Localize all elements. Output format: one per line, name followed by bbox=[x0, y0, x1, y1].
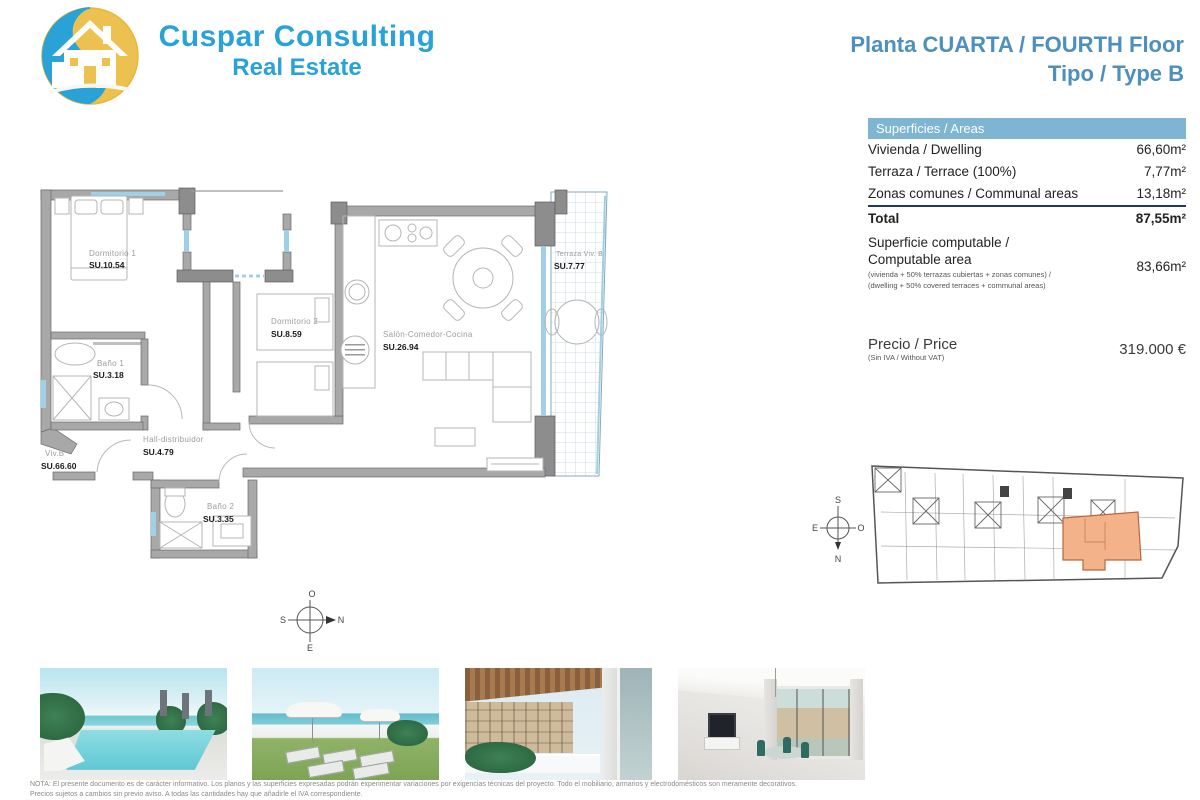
computable-label: Computable area bbox=[868, 252, 972, 267]
area-label: Zonas comunes / Communal areas bbox=[868, 186, 1079, 201]
room-label: Baño 1 bbox=[97, 359, 125, 368]
area-row-total bbox=[868, 205, 1186, 231]
computable-label: Superficie computable / bbox=[868, 235, 1010, 250]
sp-compass-top: S bbox=[834, 495, 842, 505]
siteplan-compass-icon bbox=[812, 495, 865, 564]
compass-right: N bbox=[337, 615, 345, 625]
company-logo-icon bbox=[38, 6, 142, 106]
photo-terrace bbox=[252, 668, 439, 780]
computable-note: (vivienda + 50% terrazas cubiertas + zonas comunes) / bbox=[868, 270, 1052, 279]
compass-left: S bbox=[279, 615, 287, 625]
room-label: Hall-distribuidor bbox=[143, 435, 204, 444]
areas-header: Superficies / Areas bbox=[868, 118, 1186, 139]
compass-bottom: E bbox=[306, 643, 314, 652]
disclaimer-line1: NOTA: El presente documento es de carácter informativo. Los planos y las superficies expresadas podrán experimentar variaciones por exigencias técnicas del proyecto. Todo el mobiliario, armarios y electrodomésticos son meramente decorativos. bbox=[30, 781, 798, 788]
room-area: SU.10.54 bbox=[89, 260, 125, 270]
total-value: 87,55m² bbox=[1135, 211, 1186, 226]
room-label: Dormitorio 1 bbox=[89, 249, 137, 258]
computable-value: 83,66m² bbox=[1136, 258, 1186, 274]
brand-text bbox=[152, 20, 442, 82]
area-row-communal bbox=[868, 183, 1186, 205]
room-area: SU.3.35 bbox=[203, 514, 234, 524]
price-label: Precio / Price bbox=[868, 336, 958, 353]
photo-living bbox=[678, 668, 865, 780]
disclaimer bbox=[30, 780, 1180, 800]
compass-rose-icon bbox=[276, 588, 346, 652]
brand-name: Cuspar Consulting bbox=[158, 20, 436, 53]
disclaimer-line2: Precios sujetos a cambios sin previo aviso. A todas las cantidades hay que añadirle el IVA correspondiente. bbox=[30, 791, 363, 798]
area-row-dwelling bbox=[868, 139, 1186, 161]
site-plan bbox=[795, 450, 1195, 595]
title-type: Tipo / Type B bbox=[1047, 61, 1184, 86]
area-value: 13,18m² bbox=[1136, 186, 1186, 201]
computable-area-block bbox=[868, 234, 1186, 290]
price-block bbox=[868, 336, 1186, 362]
brand-tagline: Real Estate bbox=[232, 54, 362, 81]
page-title bbox=[764, 30, 1184, 88]
sp-compass-left: E bbox=[811, 523, 819, 533]
room-area: SU.66.60 bbox=[41, 461, 77, 471]
room-label: Dormitorio 2 bbox=[271, 317, 319, 326]
area-label: Terraza / Terrace (100%) bbox=[868, 164, 1017, 179]
room-area: SU.4.79 bbox=[143, 447, 174, 457]
title-floor: Planta CUARTA / FOURTH Floor bbox=[850, 32, 1184, 57]
area-value: 7,77m² bbox=[1143, 164, 1186, 179]
room-label: Salón-Comedor-Cocina bbox=[383, 330, 473, 339]
area-row-terrace bbox=[868, 161, 1186, 183]
floor-plan bbox=[35, 182, 645, 602]
room-area: SU.26.94 bbox=[383, 342, 419, 352]
room-area: SU.3.18 bbox=[93, 370, 124, 380]
room-area: SU.7.77 bbox=[554, 261, 585, 271]
price-note: (Sin IVA / Without VAT) bbox=[868, 353, 945, 362]
total-label: Total bbox=[868, 211, 900, 226]
sp-compass-bottom: N bbox=[834, 554, 842, 564]
area-label: Vivienda / Dwelling bbox=[868, 142, 982, 157]
compass-top: O bbox=[308, 589, 316, 599]
sp-compass-right: O bbox=[857, 523, 865, 533]
room-label: Baño 2 bbox=[207, 502, 235, 511]
price-value: 319.000 € bbox=[1119, 340, 1186, 358]
photo-pool bbox=[40, 668, 227, 780]
photo-balcony bbox=[465, 668, 652, 780]
areas-panel bbox=[868, 118, 1186, 362]
room-label: Viv.B bbox=[45, 449, 65, 458]
room-area: SU.8.59 bbox=[271, 329, 302, 339]
computable-note: (dwelling + 50% covered terraces + communal areas) bbox=[868, 281, 1046, 290]
area-value: 66,60m² bbox=[1136, 142, 1186, 157]
room-label: Terraza Viv. B bbox=[556, 251, 604, 258]
